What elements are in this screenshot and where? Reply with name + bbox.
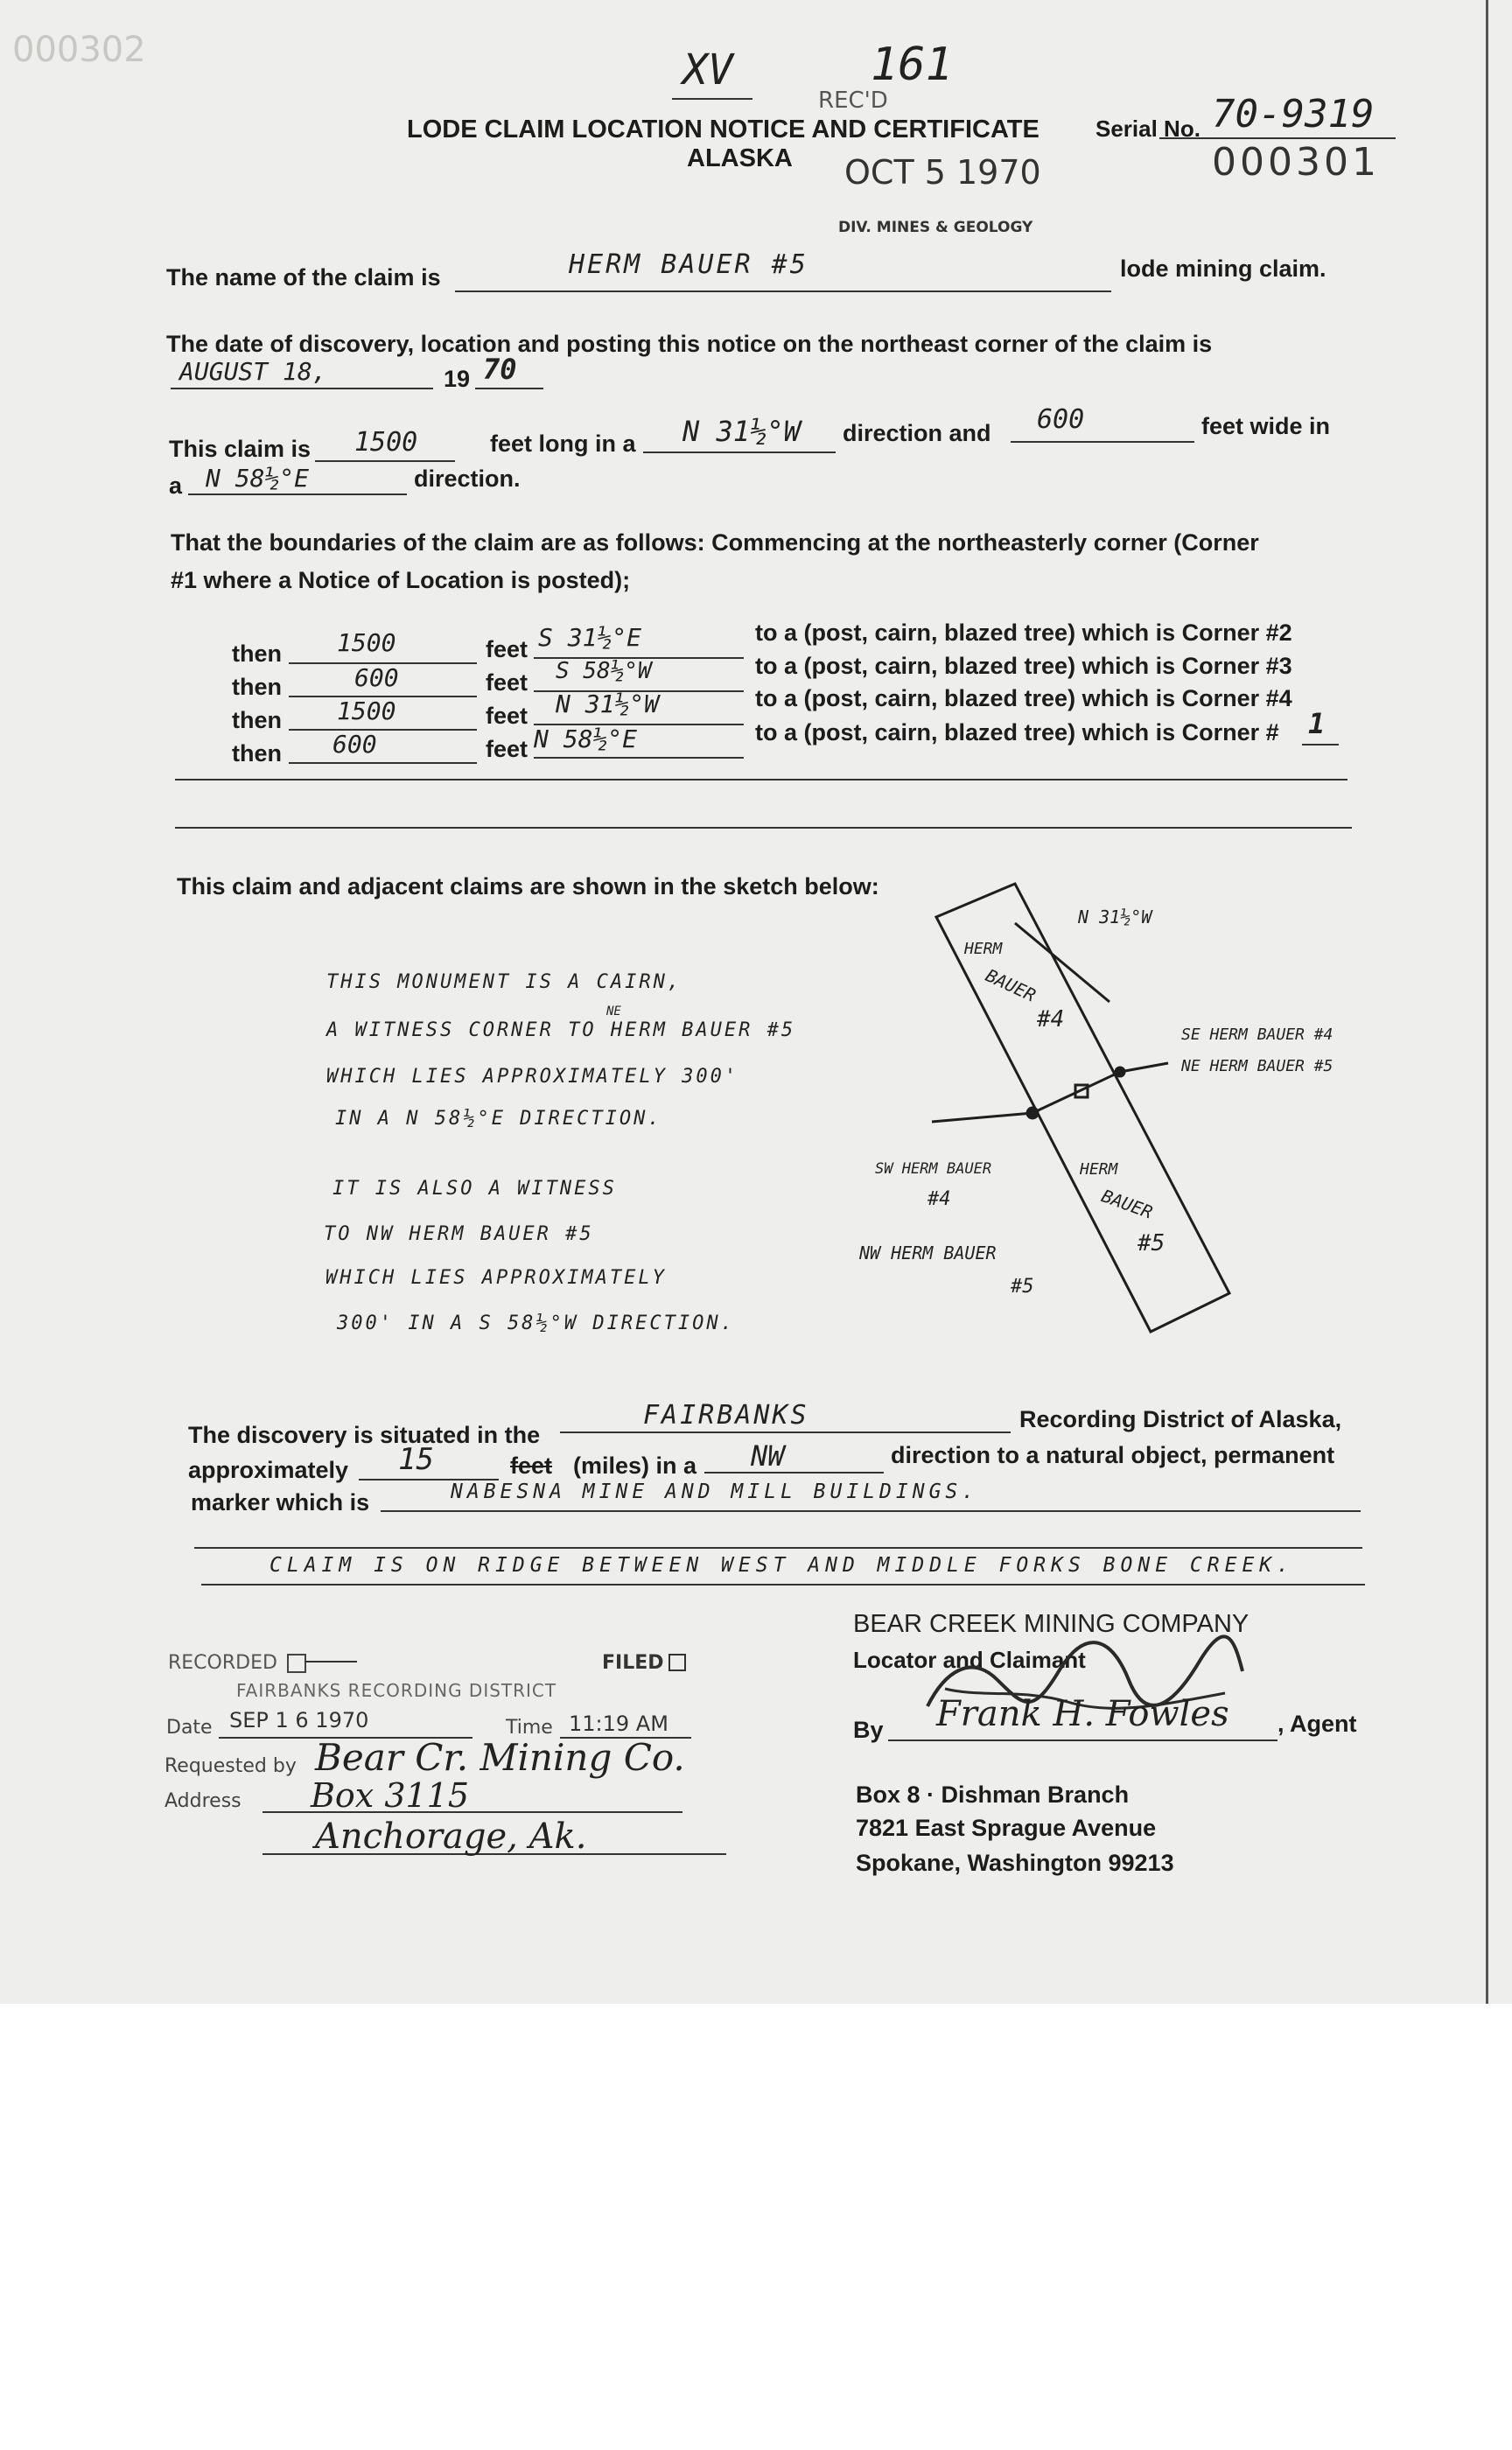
- time-label: Time: [506, 1717, 553, 1739]
- direction-value: NW: [751, 1439, 785, 1473]
- filed-checkbox: [668, 1654, 686, 1671]
- document-number-stamp: 000301: [1212, 140, 1380, 185]
- struck-feet-label: feet: [510, 1452, 553, 1479]
- sketch-note-line: IT IS ALSO A WITNESS: [332, 1178, 617, 1200]
- sketch-note-line: TO NW HERM BAUER #5: [324, 1223, 594, 1245]
- boundary-distance: 600: [332, 730, 377, 759]
- feet-label: feet: [486, 703, 528, 729]
- sketch-claim-label: HERM: [1080, 1160, 1118, 1179]
- scan-edge: [1486, 0, 1488, 2004]
- sketch-claim-label: #5: [1138, 1230, 1166, 1256]
- sketch-claim-label: HERM: [964, 940, 1003, 958]
- sketch-note-line: 300' IN A S 58½°W DIRECTION.: [337, 1312, 735, 1334]
- then-label: then: [232, 674, 282, 700]
- boundaries-intro-2: #1 where a Notice of Location is posted);: [171, 567, 631, 593]
- discovery-year-value: 70: [483, 353, 517, 386]
- sketch-note-line: WHICH LIES APPROXIMATELY 300': [326, 1066, 739, 1088]
- feet-label: feet: [486, 669, 528, 696]
- sketch-note-ne: NE: [606, 1004, 621, 1018]
- page-number: 161: [871, 38, 953, 91]
- boundaries-intro-1: That the boundaries of the claim are as follows: Commencing at the northeasterly corner (Corner: [171, 529, 1259, 556]
- dimensions-text-5: a: [169, 472, 183, 499]
- recording-time-value: 11:19 AM: [569, 1712, 668, 1736]
- address-line-2: Anchorage, Ak.: [315, 1816, 587, 1857]
- recd-stamp: REC'D: [818, 88, 888, 114]
- discovery-text: The date of discovery, location and posting this notice on the northeast corner of the claim is: [166, 331, 1213, 357]
- claimant-address-3: Spokane, Washington 99213: [856, 1850, 1174, 1876]
- dimensions-text-2: feet long in a: [490, 430, 636, 457]
- recorded-label: RECORDED: [168, 1652, 277, 1674]
- state-heading: ALASKA: [687, 144, 793, 172]
- recorded-checkbox: [287, 1654, 306, 1673]
- boundary-bearing: N 58½°E: [534, 724, 638, 753]
- claim-name-prefix: The name of the claim is: [166, 264, 441, 290]
- boundary-to-text: to a (post, cairn, blazed tree) which is Corner #: [755, 719, 1279, 746]
- by-label: By: [853, 1717, 884, 1743]
- recording-district-value: FAIRBANKS: [643, 1400, 809, 1431]
- sketch-claim-label: BAUER: [1098, 1185, 1156, 1223]
- marker-value: NABESNA MINE AND MILL BUILDINGS.: [451, 1480, 979, 1503]
- corner-point: [1116, 1068, 1124, 1076]
- volume-number: XV: [682, 46, 733, 94]
- claimant-address-2: 7821 East Sprague Avenue: [856, 1815, 1157, 1841]
- claim-width-value: 600: [1037, 404, 1085, 435]
- boundary-bearing: S 31½°E: [538, 623, 642, 652]
- boundary-distance: 600: [354, 663, 399, 692]
- boundary-to-text: to a (post, cairn, blazed tree) which is Corner #4: [755, 685, 1292, 711]
- corner-tick-line: [1120, 1063, 1168, 1072]
- location-text-4: (miles) in a: [573, 1452, 697, 1479]
- feet-label: feet: [486, 636, 528, 662]
- ghost-doc-number: 000302: [12, 30, 146, 70]
- sketch-claim-label: #4: [1037, 1006, 1065, 1032]
- year-prefix: 19: [444, 366, 471, 392]
- claim-name-suffix: lode mining claim.: [1120, 256, 1326, 282]
- claim-name-value: HERM BAUER #5: [569, 249, 808, 280]
- sketch-adjacent-label: #5: [1011, 1276, 1034, 1298]
- requested-by-value: Bear Cr. Mining Co.: [315, 1736, 685, 1779]
- dimensions-text-4: feet wide in: [1201, 413, 1331, 439]
- serial-number: 70-9319: [1212, 92, 1375, 136]
- boundary-to-text: to a (post, cairn, blazed tree) which is Corner #2: [755, 620, 1292, 646]
- division-stamp: DIV. MINES & GEOLOGY: [838, 219, 1033, 236]
- sketch-note-line: IN A N 58½°E DIRECTION.: [335, 1108, 662, 1130]
- dimensions-text-1: This claim is: [169, 436, 312, 462]
- boundary-distance: 1500: [337, 696, 396, 725]
- sketch-adjacent-label: SE HERM BAUER #4: [1181, 1026, 1334, 1044]
- company-name: BEAR CREEK MINING COMPANY: [853, 1610, 1250, 1638]
- discovery-date-value: AUGUST 18,: [179, 357, 327, 386]
- received-date-stamp: OCT 5 1970: [844, 153, 1041, 192]
- sketch-note-line: A WITNESS CORNER TO HERM BAUER #5: [326, 1019, 796, 1041]
- claim-remark: CLAIM IS ON RIDGE BETWEEN WEST AND MIDDLE FORKS BONE CREEK.: [270, 1554, 1294, 1577]
- sketch-note-line: THIS MONUMENT IS A CAIRN,: [326, 971, 682, 993]
- agent-signature: Frank H. Fowles: [936, 1694, 1229, 1734]
- claimant-address-1: Box 8 · Dishman Branch: [856, 1782, 1130, 1808]
- address-line-1: Box 3115: [311, 1776, 470, 1815]
- witness-line: [932, 1113, 1032, 1122]
- boundary-distance: 1500: [337, 628, 396, 657]
- boundary-bearing: S 58½°W: [556, 658, 652, 684]
- date-label: Date: [166, 1717, 213, 1739]
- boundary-to-text: to a (post, cairn, blazed tree) which is Corner #3: [755, 653, 1292, 679]
- sketch-intro: This claim and adjacent claims are shown in the sketch below:: [177, 873, 879, 900]
- sketch-note-line: WHICH LIES APPROXIMATELY: [326, 1267, 667, 1289]
- filed-label: FILED: [602, 1652, 664, 1674]
- sketch-bearing-label: N 31½°W: [1078, 906, 1152, 928]
- feet-label: feet: [486, 736, 528, 762]
- agent-label: , Agent: [1278, 1711, 1357, 1737]
- claim-long-direction: N 31½°W: [682, 415, 801, 448]
- location-text-5: direction to a natural object, permanent: [891, 1442, 1335, 1468]
- then-label: then: [232, 707, 282, 733]
- claim-length-value: 1500: [354, 427, 418, 458]
- sketch-adjacent-label: #4: [928, 1188, 951, 1210]
- then-label: then: [232, 740, 282, 766]
- dimensions-text-3: direction and: [843, 420, 991, 446]
- claimant-role: Locator and Claimant: [853, 1647, 1086, 1673]
- dimensions-text-6: direction.: [414, 466, 521, 492]
- location-text-6: marker which is: [191, 1489, 370, 1516]
- then-label: then: [232, 640, 282, 667]
- sketch-claim-label: BAUER: [982, 964, 1040, 1006]
- serial-label: Serial No.: [1096, 116, 1200, 142]
- boundary-bearing: N 31½°W: [556, 690, 660, 718]
- boundary-corner-number: 1: [1308, 707, 1326, 740]
- requested-by-label: Requested by: [164, 1755, 297, 1777]
- form-title: LODE CLAIM LOCATION NOTICE AND CERTIFICATE: [407, 116, 1040, 144]
- location-text-1: The discovery is situated in the: [188, 1422, 541, 1448]
- claim-wide-direction: N 58½°E: [206, 464, 310, 493]
- location-text-2: Recording District of Alaska,: [1019, 1406, 1342, 1432]
- sketch-adjacent-label: NW HERM BAUER: [859, 1242, 997, 1264]
- distance-value: 15: [398, 1442, 434, 1477]
- address-label: Address: [164, 1790, 242, 1812]
- recording-date-value: SEP 1 6 1970: [229, 1708, 369, 1732]
- sketch-adjacent-label: SW HERM BAUER: [875, 1160, 992, 1178]
- corner-point: [1027, 1108, 1038, 1118]
- location-text-3: approximately: [188, 1457, 349, 1483]
- sketch-adjacent-label: NE HERM BAUER #5: [1181, 1057, 1334, 1075]
- recording-district-stamp: FAIRBANKS RECORDING DISTRICT: [236, 1680, 557, 1701]
